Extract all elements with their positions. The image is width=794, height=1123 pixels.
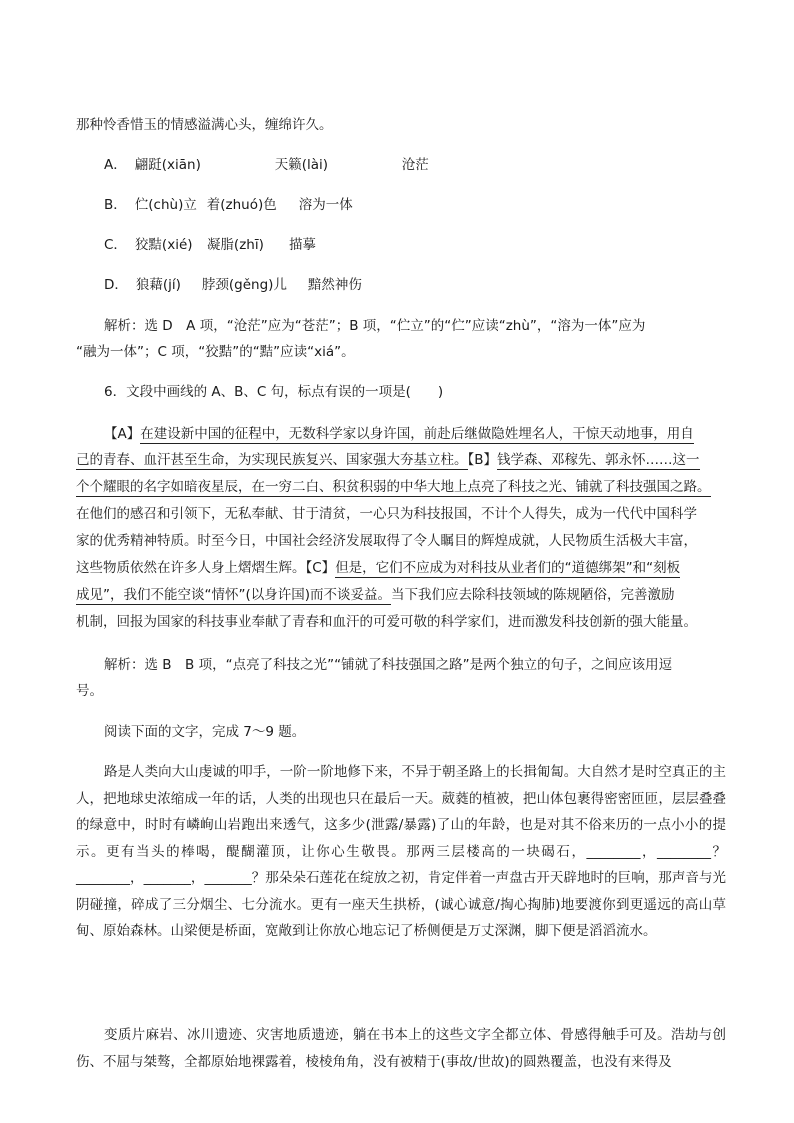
option-letter: A．: [104, 157, 127, 173]
q5-option-b[interactable]: [104, 195, 353, 215]
q5-option-c[interactable]: [104, 235, 316, 255]
option-letter: C．: [104, 237, 127, 253]
underlined-sentence-c: 成见”，我们不能空谈“情怀”(以身许国)而不谈妥益。: [76, 587, 392, 603]
q6-passage-line: [76, 477, 711, 497]
reading-paragraph-1: 路是人类向大山虔诚的叩手，一阶一阶地修下来，不异于朝圣路上的长揖匍匐。大自然才是时空真正的主人，把地球史浓缩成一年的话，人类的出现也只在最后一天。葳蕤的植被，把山体包裹得密密匝匝，层层叠叠的绿意中，时时有嶙峋山岩跑出来透气，这多少(泄露/暴露)了山的年龄，也是对其不俗来历的一点小小的提示。更有当头的棒喝，醍醐灌顶，让你心生敬畏。那两三层楼高的一块碣石，________，________？________，_______，_______？那朵朵石莲花在绽放之初，肯定伴着一声盘古开天辟地时的巨响，那声音与光阴碰撞，碎成了三分烟尘、七分流水。更有一座天生拱桥，(诚心诚意/掏心掏肺)地要渡你到更遥远的高山草甸、原始森林。山梁便是桥面，宽敞到让你放心地忘记了桥侧便是万丈深渊，脚下便是滔滔流水。: [76, 764, 726, 939]
marker-a: 【A】: [104, 426, 141, 442]
q5-intro-tail: 那种怜香惜玉的情感溢满心头，缠绵许久。: [76, 117, 333, 133]
q5-analysis-line2: “融为一体”；C 项，“狡黠”的“黠”应读“xiá”。: [76, 344, 355, 360]
option-word: 溶为一体: [298, 197, 353, 213]
marker-c: 【C】: [305, 560, 336, 576]
q6-passage-line: [76, 450, 700, 470]
option-letter: D．: [104, 277, 128, 293]
option-letter: B．: [104, 197, 127, 213]
option-word: 翩跹(xiān): [134, 157, 201, 173]
q6-passage-line: 在他们的感召和引领下，无私奉献、甘于清贫，一心只为科技报国，不计个人得失，成为一代代中国科学: [76, 506, 697, 522]
q6-analysis-line2: 号。: [76, 683, 103, 699]
q6-question: 6．文段中画线的 A、B、C 句，标点有误的一项是( ): [104, 384, 444, 400]
option-word: 黯然神伤: [307, 277, 362, 293]
marker-b: 【B】: [467, 452, 498, 468]
option-word: 脖颈(gěng)儿: [201, 277, 287, 293]
underlined-sentence-a: 己的青春、血汗甚至生命，为实现民族复兴、国家强大夯基立柱。: [76, 452, 468, 468]
q6-analysis-line1: 解析：选 B B 项，“点亮了科技之光”“铺就了科技强国之路”是两个独立的句子，之间应该用逗: [104, 657, 673, 673]
option-word: 凝脂(zhī): [206, 237, 264, 253]
passage-text: 当下我们应去除科技领域的陈规陋俗，完善激励: [391, 587, 675, 603]
q6-passage-line: [76, 585, 675, 605]
q6-passage-line: 机制，回报为国家的科技事业奉献了青春和血汗的可爱可敬的科学家们，进而激发科技创新的强大能量。: [76, 614, 697, 630]
reading-instruction: 阅读下面的文字，完成 7～9 题。: [104, 724, 306, 740]
option-word: 伫(chù)立: [134, 197, 197, 213]
option-word: 描摹: [288, 237, 316, 253]
underlined-sentence-a: 在建设新中国的征程中，无数科学家以身许国，前赴后继做隐姓埋名人，干惊天动地事，用自: [140, 426, 694, 442]
option-word: 着(zhuó)色: [206, 197, 277, 213]
q6-passage-line: 家的优秀精神特质。时至今日，中国社会经济发展取得了令人瞩目的辉煌成就，人民物质生活极大丰富，: [76, 533, 697, 549]
underlined-sentence-c: 但是，它们不应成为对科技从业者们的“道德绑架”和“刻板: [335, 560, 681, 576]
q5-option-d[interactable]: [104, 275, 362, 295]
reading-paragraph-2: 变质片麻岩、冰川遗迹、灾害地质遗迹，躺在书本上的这些文字全都立体、骨感得触手可及。浩劫与创伤、不屈与桀骜，全都原始地裸露着，棱棱角角，没有被精于(事故/世故)的圆熟覆盖，也没有来得及: [76, 1027, 726, 1070]
passage-text: 这些物质依然在许多人身上熠熠生辉。: [76, 560, 306, 576]
option-word: 沧茫: [401, 157, 429, 173]
underlined-sentence-b: 钱学森、邓稼先、郭永怀……这一: [497, 452, 700, 468]
q6-passage-line: [76, 558, 680, 578]
q5-option-a[interactable]: [104, 155, 429, 175]
q5-analysis-line1: 解析：选 D A 项，“沧茫”应为“苍茫”；B 项，“伫立”的“伫”应读“zhù”，“溶为一体”应为: [104, 318, 646, 334]
underlined-sentence-b: 个个耀眼的名字如暗夜星辰，在一穷二白、积贫积弱的中华大地上点亮了科技之光、铺就了科技强国之路。: [76, 479, 711, 495]
option-word: 狼藉(jí): [135, 277, 181, 293]
option-word: 天籁(lài): [274, 157, 329, 173]
option-word: 狡黠(xié): [134, 237, 193, 253]
q6-passage-line: [104, 424, 694, 444]
